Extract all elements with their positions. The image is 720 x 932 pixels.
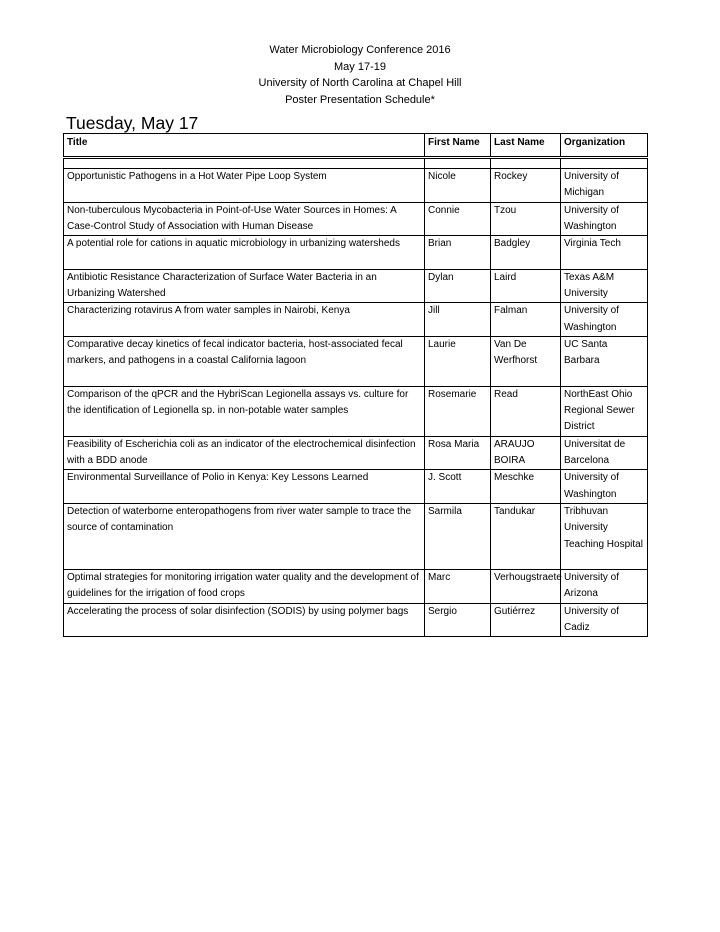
cell-organization: UC Santa Barbara: [561, 336, 648, 386]
cell-title: Antibiotic Resistance Characterization of Surface Water Bacteria in an Urbanizing Watershed: [64, 269, 425, 303]
cell-first-name: J. Scott: [425, 470, 491, 504]
column-header-title: Title: [64, 134, 425, 158]
cell-organization: University of Michigan: [561, 169, 648, 203]
schedule-title: Poster Presentation Schedule*: [285, 93, 435, 106]
cell-first-name: Marc: [425, 570, 491, 604]
table-row: [64, 436, 648, 470]
cell-organization: Texas A&M University: [561, 269, 648, 303]
cell-title: Environmental Surveillance of Polio in Kenya: Key Lessons Learned: [64, 470, 425, 504]
cell-title: Comparison of the qPCR and the HybriScan Legionella assays vs. culture for the identification of Legionella sp. in non-potable water samples: [64, 386, 425, 436]
table-row: [64, 470, 648, 504]
cell-last-name: Van De Werfhorst: [491, 336, 561, 386]
table-row: [64, 303, 648, 337]
table-row: [64, 503, 648, 569]
cell-last-name: Read: [491, 386, 561, 436]
column-header-last-name: Last Name: [491, 134, 561, 158]
column-header-first-name: First Name: [425, 134, 491, 158]
cell-title: Non-tuberculous Mycobacteria in Point-of-Use Water Sources in Homes: A Case-Control Study of Association with Human Disease: [64, 202, 425, 236]
cell-first-name: Jill: [425, 303, 491, 337]
conference-venue: University of North Carolina at Chapel Hill: [258, 77, 462, 89]
column-header-organization: Organization: [561, 134, 648, 158]
cell-first-name: Dylan: [425, 269, 491, 303]
cell-last-name: Tzou: [491, 202, 561, 236]
table-row: [64, 236, 648, 270]
table-body: [64, 158, 648, 637]
cell-last-name: Badgley: [491, 236, 561, 270]
table-row: [64, 570, 648, 604]
cell-title: A potential role for cations in aquatic microbiology in urbanizing watersheds: [64, 236, 425, 270]
cell-first-name: Nicole: [425, 169, 491, 203]
cell-last-name: Tandukar: [491, 503, 561, 569]
cell-organization: University of Arizona: [561, 570, 648, 604]
table-row: [64, 336, 648, 386]
cell-first-name: Laurie: [425, 336, 491, 386]
cell-title: Opportunistic Pathogens in a Hot Water Pipe Loop System: [64, 169, 425, 203]
cell-first-name: Sarmila: [425, 503, 491, 569]
cell-title: Characterizing rotavirus A from water samples in Nairobi, Kenya: [64, 303, 425, 337]
poster-schedule-table: [63, 133, 648, 637]
cell-title: Accelerating the process of solar disinfection (SODIS) by using polymer bags: [64, 603, 425, 637]
cell-last-name: Rockey: [491, 169, 561, 203]
cell-organization: Virginia Tech: [561, 236, 648, 270]
cell-organization: University of Washington: [561, 470, 648, 504]
cell-first-name: Rosa Maria: [425, 436, 491, 470]
cell-first-name: Rosemarie: [425, 386, 491, 436]
cell-organization: University of Cadiz: [561, 603, 648, 637]
cell-title: Feasibility of Escherichia coli as an indicator of the electrochemical disinfection with a BDD anode: [64, 436, 425, 470]
table-row: [64, 386, 648, 436]
cell-organization: NorthEast Ohio Regional Sewer District: [561, 386, 648, 436]
cell-last-name: Meschke: [491, 470, 561, 504]
conference-dates: May 17-19: [334, 60, 386, 73]
cell-organization: University of Washington: [561, 303, 648, 337]
conference-name: Water Microbiology Conference 2016: [269, 44, 451, 56]
spacer-row: [64, 158, 648, 169]
table-row: [64, 603, 648, 637]
day-title: Tuesday, May 17: [66, 113, 199, 133]
cell-last-name: Verhougstraete: [491, 570, 561, 604]
cell-last-name: Laird: [491, 269, 561, 303]
cell-first-name: Sergio: [425, 603, 491, 637]
cell-title: Optimal strategies for monitoring irrigation water quality and the development of guidelines for the irrigation of food crops: [64, 570, 425, 604]
cell-title: Detection of waterborne enteropathogens from river water sample to trace the source of contamination: [64, 503, 425, 569]
cell-last-name: Falman: [491, 303, 561, 337]
table-row: [64, 269, 648, 303]
cell-title: Comparative decay kinetics of fecal indicator bacteria, host-associated fecal markers, and pathogens in a coastal California lagoon: [64, 336, 425, 386]
cell-first-name: Connie: [425, 202, 491, 236]
table-row: [64, 169, 648, 203]
table-header-row: [64, 134, 648, 158]
cell-organization: Tribhuvan University Teaching Hospital: [561, 503, 648, 569]
cell-organization: Universitat de Barcelona: [561, 436, 648, 470]
table-row: [64, 202, 648, 236]
document-header: [0, 42, 720, 108]
cell-organization: University of Washington: [561, 202, 648, 236]
cell-first-name: Brian: [425, 236, 491, 270]
cell-last-name: Gutiérrez: [491, 603, 561, 637]
cell-last-name: ARAUJO BOIRA: [491, 436, 561, 470]
